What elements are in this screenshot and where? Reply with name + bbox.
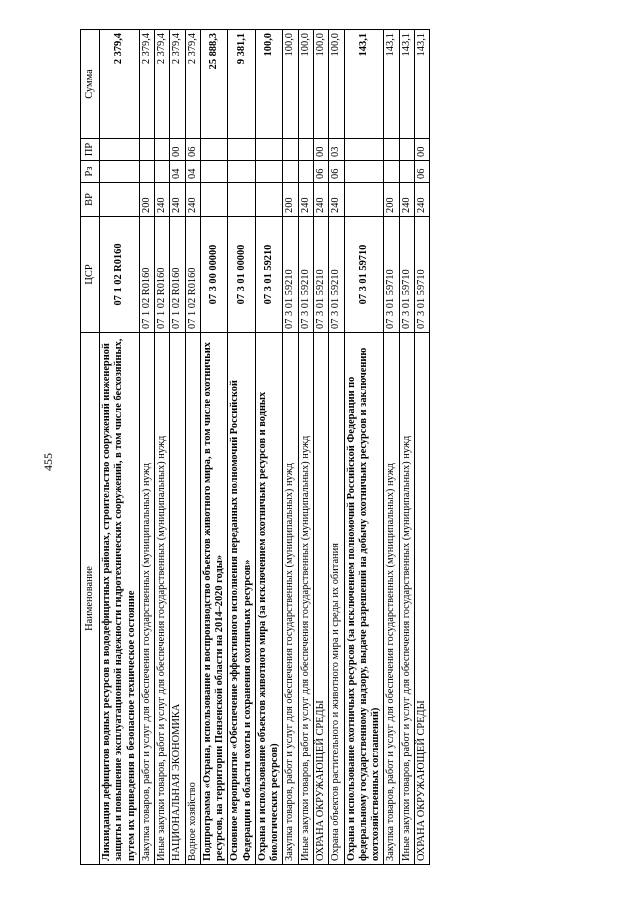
- table-row: [255, 30, 283, 865]
- header-pr: ПР: [81, 139, 100, 161]
- table-row: [200, 30, 228, 865]
- cell-name: Ликвидация дефицитов водных ресурсов в вододефицитных районах, строительство сооружений инженерной защиты и повышение эксплуатационной надежности гидротехнических сооружений, в том числе бесхозяйных, путем их приведения в безопасное техническое состояние: [100, 333, 140, 865]
- table-row: [329, 30, 344, 865]
- cell-pr: 03: [329, 139, 344, 161]
- cell-rz: [100, 161, 140, 183]
- rotated-page: [80, 30, 640, 865]
- cell-csr: 07 3 01 59210: [298, 217, 313, 333]
- cell-sum: 100,0: [298, 30, 313, 139]
- cell-rz: 04: [170, 161, 185, 183]
- cell-sum: 2 379,4: [185, 30, 200, 139]
- cell-csr: 07 3 01 59210: [255, 217, 283, 333]
- cell-sum: 2 379,4: [100, 30, 140, 139]
- table-row: [298, 30, 313, 865]
- cell-name: Закупка товаров, работ и услуг для обеспечения государственных (муниципальных) нужд: [384, 333, 399, 865]
- cell-csr: 07 1 02 R0160: [185, 217, 200, 333]
- cell-csr: 07 3 00 00000: [200, 217, 228, 333]
- table-row: [399, 30, 414, 865]
- cell-vr: 200: [384, 183, 399, 217]
- cell-rz: [228, 161, 256, 183]
- cell-pr: [344, 139, 384, 161]
- cell-sum: 9 381,1: [228, 30, 256, 139]
- cell-rz: 06: [313, 161, 328, 183]
- cell-pr: [298, 139, 313, 161]
- cell-csr: 07 1 02 R0160: [100, 217, 140, 333]
- cell-rz: [399, 161, 414, 183]
- table-row: [100, 30, 140, 865]
- table-row: [155, 30, 170, 865]
- cell-vr: 200: [139, 183, 154, 217]
- cell-name: Закупка товаров, работ и услуг для обеспечения государственных (муниципальных) нужд: [139, 333, 154, 865]
- cell-sum: 143,1: [414, 30, 429, 139]
- table-row: [283, 30, 298, 865]
- cell-vr: [200, 183, 228, 217]
- table-row: [228, 30, 256, 865]
- table-row: [313, 30, 328, 865]
- budget-table: [80, 29, 430, 865]
- cell-name: Иные закупки товаров, работ и услуг для обеспечения государственных (муниципальных) нужд: [298, 333, 313, 865]
- cell-name: Охрана и использование объектов животного мира (за исключением охотничьих ресурсов и водных биологических ресурсов): [255, 333, 283, 865]
- cell-pr: [399, 139, 414, 161]
- cell-csr: 07 3 01 59710: [344, 217, 384, 333]
- cell-sum: 2 379,4: [170, 30, 185, 139]
- cell-rz: 04: [185, 161, 200, 183]
- cell-pr: 00: [313, 139, 328, 161]
- table-body: [100, 30, 430, 865]
- cell-pr: [155, 139, 170, 161]
- cell-vr: 240: [399, 183, 414, 217]
- cell-rz: [255, 161, 283, 183]
- cell-csr: 07 3 01 59710: [399, 217, 414, 333]
- cell-name: Подпрограмма «Охрана, использование и воспроизводство объектов животного мира, в том числе охотничьих ресурсов, на территории Пензенской области на 2014–2020 годы»: [200, 333, 228, 865]
- cell-sum: 143,1: [344, 30, 384, 139]
- cell-name: ОХРАНА ОКРУЖАЮЩЕЙ СРЕДЫ: [313, 333, 328, 865]
- cell-csr: 07 1 02 R0160: [170, 217, 185, 333]
- cell-rz: 06: [414, 161, 429, 183]
- table-row: [384, 30, 399, 865]
- cell-name: Иные закупки товаров, работ и услуг для обеспечения государственных (муниципальных) нужд: [155, 333, 170, 865]
- cell-name: НАЦИОНАЛЬНАЯ ЭКОНОМИКА: [170, 333, 185, 865]
- cell-vr: [255, 183, 283, 217]
- cell-name: Охрана и использование охотничьих ресурсов (за исключением полномочий Российской Федерации по федеральному государственному надзору, выдаче разрешений на добычу охотничьих ресурсов и заключению охотхозяйственных соглашений): [344, 333, 384, 865]
- table-row: [414, 30, 429, 865]
- cell-pr: [384, 139, 399, 161]
- cell-vr: 200: [283, 183, 298, 217]
- cell-vr: 240: [329, 183, 344, 217]
- cell-pr: 06: [185, 139, 200, 161]
- cell-sum: 143,1: [399, 30, 414, 139]
- cell-name: Иные закупки товаров, работ и услуг для обеспечения государственных (муниципальных) нужд: [399, 333, 414, 865]
- cell-rz: 06: [329, 161, 344, 183]
- cell-vr: 240: [170, 183, 185, 217]
- cell-name: Основное мероприятие «Обеспечение эффективного исполнения переданных полномочий Российской Федерации в области охоты и сохранения охотничьих ресурсов»: [228, 333, 256, 865]
- header-vr: ВР: [81, 183, 100, 217]
- cell-vr: 240: [155, 183, 170, 217]
- table-row: [139, 30, 154, 865]
- cell-pr: [139, 139, 154, 161]
- cell-vr: 240: [414, 183, 429, 217]
- cell-pr: [228, 139, 256, 161]
- cell-sum: 100,0: [329, 30, 344, 139]
- cell-vr: 240: [298, 183, 313, 217]
- table-row: [344, 30, 384, 865]
- cell-vr: 240: [313, 183, 328, 217]
- table-header-row: [81, 30, 100, 865]
- header-csr: ЦСР: [81, 217, 100, 333]
- header-name: Наименование: [81, 333, 100, 865]
- cell-csr: 07 3 01 59710: [414, 217, 429, 333]
- table-row: [185, 30, 200, 865]
- table-row: [170, 30, 185, 865]
- cell-rz: [384, 161, 399, 183]
- cell-pr: 00: [414, 139, 429, 161]
- cell-csr: 07 3 01 59210: [283, 217, 298, 333]
- cell-vr: [100, 183, 140, 217]
- cell-csr: 07 1 02 R0160: [139, 217, 154, 333]
- cell-vr: [228, 183, 256, 217]
- cell-pr: 00: [170, 139, 185, 161]
- header-sum: Сумма: [81, 30, 100, 139]
- cell-rz: [298, 161, 313, 183]
- cell-sum: 143,1: [384, 30, 399, 139]
- cell-sum: 2 379,4: [155, 30, 170, 139]
- cell-csr: 07 3 01 59210: [313, 217, 328, 333]
- cell-sum: 100,0: [283, 30, 298, 139]
- cell-rz: [283, 161, 298, 183]
- cell-pr: [200, 139, 228, 161]
- cell-vr: [344, 183, 384, 217]
- cell-pr: [100, 139, 140, 161]
- cell-rz: [139, 161, 154, 183]
- cell-sum: 100,0: [255, 30, 283, 139]
- cell-rz: [200, 161, 228, 183]
- cell-sum: 25 888,3: [200, 30, 228, 139]
- page-number: 455: [41, 453, 55, 471]
- header-rz: Рз: [81, 161, 100, 183]
- cell-name: Закупка товаров, работ и услуг для обеспечения государственных (муниципальных) нужд: [283, 333, 298, 865]
- cell-csr: 07 3 01 59710: [384, 217, 399, 333]
- cell-name: ОХРАНА ОКРУЖАЮЩЕЙ СРЕДЫ: [414, 333, 429, 865]
- cell-rz: [155, 161, 170, 183]
- cell-rz: [344, 161, 384, 183]
- cell-pr: [283, 139, 298, 161]
- cell-pr: [255, 139, 283, 161]
- cell-vr: 240: [185, 183, 200, 217]
- cell-sum: 2 379,4: [139, 30, 154, 139]
- cell-sum: 100,0: [313, 30, 328, 139]
- cell-csr: 07 1 02 R0160: [155, 217, 170, 333]
- cell-name: Охрана объектов растительного и животного мира и среды их обитания: [329, 333, 344, 865]
- cell-csr: 07 3 01 59210: [329, 217, 344, 333]
- cell-csr: 07 3 01 00000: [228, 217, 256, 333]
- cell-name: Водное хозяйство: [185, 333, 200, 865]
